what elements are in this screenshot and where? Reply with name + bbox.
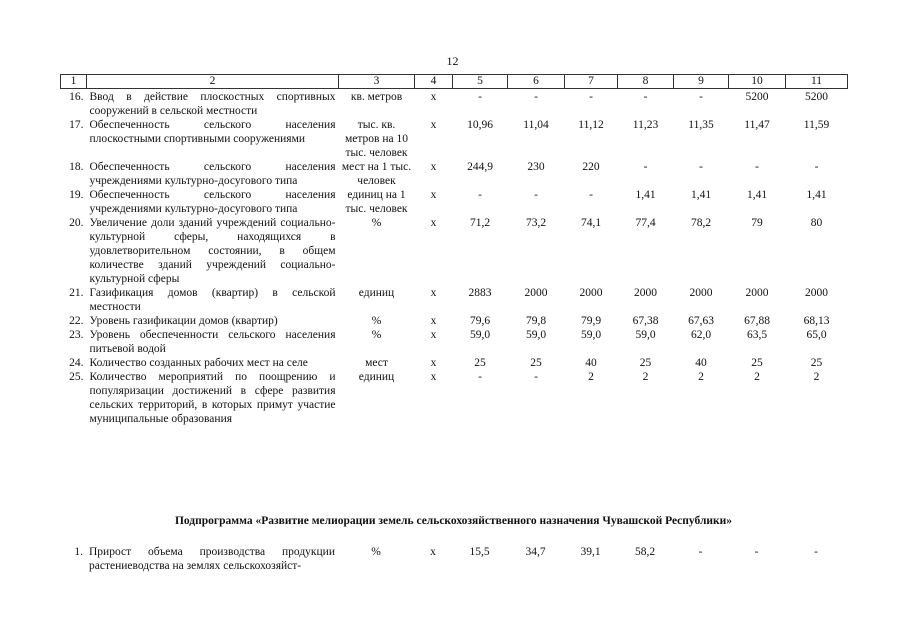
- year-value: -: [699, 91, 703, 103]
- year-value: 2000: [689, 287, 713, 299]
- column-4-value: х: [430, 119, 437, 131]
- year-value: 78,2: [690, 217, 712, 229]
- year-value: 2883: [468, 287, 492, 299]
- year-value: 2: [698, 371, 704, 383]
- year-value: -: [478, 189, 482, 201]
- indicator-name: Газификация домов (квартир) в сельской местности: [89, 287, 336, 313]
- table-row: [61, 216, 848, 286]
- year-value: -: [534, 91, 538, 103]
- year-value: 79: [751, 217, 763, 229]
- year-value: 71,2: [469, 217, 491, 229]
- year-value: 11,23: [632, 119, 659, 131]
- year-value: 40: [585, 357, 597, 369]
- year-value: 79,6: [469, 315, 491, 327]
- year-value: 1,41: [635, 189, 656, 201]
- header-cell: 2: [87, 75, 339, 89]
- year-value: 79,8: [525, 315, 547, 327]
- year-value: 230: [527, 161, 545, 173]
- table-row: [61, 188, 848, 216]
- header-cell: 7: [565, 75, 618, 89]
- unit-of-measure: %: [371, 315, 382, 327]
- year-value: 5200: [805, 91, 828, 103]
- header-cell: 10: [729, 75, 786, 89]
- table-row: [61, 328, 848, 356]
- year-value: -: [478, 371, 482, 383]
- year-value: 59,0: [525, 329, 547, 341]
- year-value: 67,88: [744, 315, 770, 327]
- subprogram-title: Подпрограмма «Развитие мелиорации земель сельскохозяйственного назначения Чувашской Республики»: [174, 515, 733, 527]
- unit-of-measure: %: [371, 546, 381, 558]
- year-value: 2: [588, 371, 594, 383]
- year-value: -: [534, 371, 538, 383]
- column-4-value: х: [430, 287, 437, 299]
- table-row: [61, 370, 848, 426]
- indicator-name: Уровень газификации домов (квартир): [89, 315, 278, 327]
- year-value: 11,59: [803, 119, 830, 131]
- page-number: 12: [446, 54, 459, 68]
- year-value: 11,12: [578, 119, 604, 131]
- year-value: 2: [813, 371, 820, 383]
- row-number: 22.: [69, 315, 84, 327]
- year-value: -: [699, 161, 703, 173]
- header-cell: 1: [61, 75, 87, 89]
- indicator-name: Количество мероприятий по поощрению и популяризации достижений в сфере развития сельских территорий, в которых примут участие муниципальные образования: [89, 371, 336, 425]
- indicator-name: Увеличение доли зданий учреждений социально-культурной сферы, находящихся в удовлетворительном состоянии, в общем количестве зданий учреждений социально-культурной сферы: [89, 217, 336, 285]
- year-value: 77,4: [635, 217, 656, 229]
- year-value: -: [534, 189, 538, 201]
- year-value: 73,2: [525, 217, 547, 229]
- column-4-value: х: [430, 329, 437, 341]
- row-number: 24.: [69, 357, 84, 369]
- row-number: 23.: [69, 329, 84, 341]
- year-value: 2000: [524, 287, 548, 299]
- year-value: -: [643, 91, 648, 103]
- year-value: 1,41: [806, 189, 827, 201]
- column-4-value: х: [430, 189, 437, 201]
- column-4-value: х: [430, 217, 437, 229]
- year-value: 25: [810, 357, 823, 369]
- indicator-name: Прирост объема производства продукции растениеводства на землях сельскохозяйст-: [89, 546, 335, 572]
- unit-of-measure: кв. метров: [350, 91, 403, 103]
- year-value: -: [814, 546, 818, 558]
- header-cell: 8: [618, 75, 674, 89]
- year-value: 79,9: [580, 315, 602, 327]
- unit-of-measure: единиц на 1 тыс. человек: [345, 189, 408, 215]
- table-row: [60, 545, 847, 573]
- year-value: 59,0: [469, 329, 491, 341]
- year-value: 25: [530, 357, 542, 369]
- year-value: -: [754, 546, 759, 558]
- header-cell: 9: [674, 75, 729, 89]
- unit-of-measure: единиц: [358, 287, 395, 299]
- year-value: 67,38: [632, 315, 659, 327]
- column-4-value: х: [430, 371, 437, 383]
- header-cell: 4: [415, 75, 453, 89]
- column-4-value: х: [430, 546, 436, 558]
- unit-of-measure: единиц: [358, 371, 395, 383]
- year-value: 67,63: [688, 315, 714, 327]
- year-value: 63,5: [746, 329, 768, 341]
- year-value: 5200: [745, 91, 769, 103]
- row-number: 21.: [69, 287, 84, 299]
- table-header-row: [61, 75, 848, 89]
- year-value: -: [755, 161, 759, 173]
- row-number: 17.: [69, 119, 84, 131]
- column-4-value: х: [430, 161, 437, 173]
- year-value: 2000: [579, 287, 603, 299]
- unit-of-measure: мест на 1 тыс. человек: [341, 161, 412, 187]
- indicators-table: [60, 74, 848, 426]
- year-value: 74,1: [580, 217, 602, 229]
- table-row: [61, 89, 848, 119]
- header-cell: 5: [453, 75, 508, 89]
- unit-of-measure: мест: [365, 357, 388, 369]
- table-row: [61, 118, 848, 160]
- year-value: 25: [751, 357, 763, 369]
- year-value: 39,1: [580, 546, 601, 558]
- year-value: -: [814, 161, 819, 173]
- unit-of-measure: тыс. кв. метров на 10 тыс. человек: [345, 119, 408, 159]
- year-value: 11,04: [523, 119, 549, 131]
- column-4-value: х: [430, 315, 437, 327]
- table-row: [61, 286, 848, 314]
- year-value: 1,41: [690, 189, 712, 201]
- indicator-name: Количество созданных рабочих мест на селе: [89, 357, 308, 369]
- indicator-name: Обеспеченность сельского населения плоскостными спортивными сооружениями: [89, 119, 336, 145]
- unit-of-measure: %: [371, 329, 382, 341]
- year-value: 40: [695, 357, 707, 369]
- year-value: 2000: [745, 287, 769, 299]
- unit-of-measure: %: [371, 217, 382, 229]
- header-cell: 11: [786, 75, 848, 89]
- column-4-value: х: [430, 91, 437, 103]
- header-cell: 3: [339, 75, 415, 89]
- year-value: 59,0: [580, 329, 602, 341]
- year-value: 25: [639, 357, 652, 369]
- row-number: 1.: [74, 546, 83, 558]
- indicator-name: Обеспеченность сельского населения учреждениями культурно-досугового типа: [89, 189, 336, 215]
- year-value: 59,0: [635, 329, 656, 341]
- row-number: 16.: [69, 91, 84, 103]
- year-value: 244,9: [467, 161, 493, 173]
- year-value: -: [643, 161, 648, 173]
- row-number: 20.: [69, 217, 84, 229]
- subprogram-table: [60, 545, 847, 573]
- year-value: -: [698, 546, 703, 558]
- table-row: [61, 160, 848, 188]
- year-value: 34,7: [525, 546, 546, 558]
- indicator-name: Обеспеченность сельского населения учреждениями культурно-досугового типа: [89, 161, 336, 187]
- year-value: 1,41: [746, 189, 768, 201]
- table-row: [61, 314, 848, 328]
- year-value: 2000: [805, 287, 828, 299]
- year-value: 10,96: [467, 119, 493, 131]
- year-value: 11,35: [688, 119, 714, 131]
- year-value: 220: [582, 161, 600, 173]
- column-4-value: х: [430, 357, 437, 369]
- year-value: -: [589, 189, 593, 201]
- year-value: 65,0: [806, 329, 827, 341]
- year-value: 68,13: [803, 315, 830, 327]
- year-value: -: [589, 91, 593, 103]
- year-value: 15,5: [469, 546, 490, 558]
- year-value: 2: [642, 371, 649, 383]
- year-value: -: [478, 91, 482, 103]
- year-value: 2: [754, 371, 760, 383]
- year-value: 11,47: [744, 119, 770, 131]
- row-number: 19.: [69, 189, 84, 201]
- row-number: 18.: [69, 161, 84, 173]
- indicator-name: Уровень обеспеченности сельского населения питьевой водой: [89, 329, 336, 355]
- row-number: 25.: [69, 371, 84, 383]
- year-value: 58,2: [634, 546, 656, 558]
- header-cell: 6: [508, 75, 565, 89]
- year-value: 62,0: [690, 329, 712, 341]
- year-value: 2000: [634, 287, 657, 299]
- table-row: [61, 356, 848, 370]
- year-value: 25: [474, 357, 486, 369]
- year-value: 80: [810, 217, 823, 229]
- indicator-name: Ввод в действие плоскостных спортивных сооружений в сельской местности: [89, 91, 336, 117]
